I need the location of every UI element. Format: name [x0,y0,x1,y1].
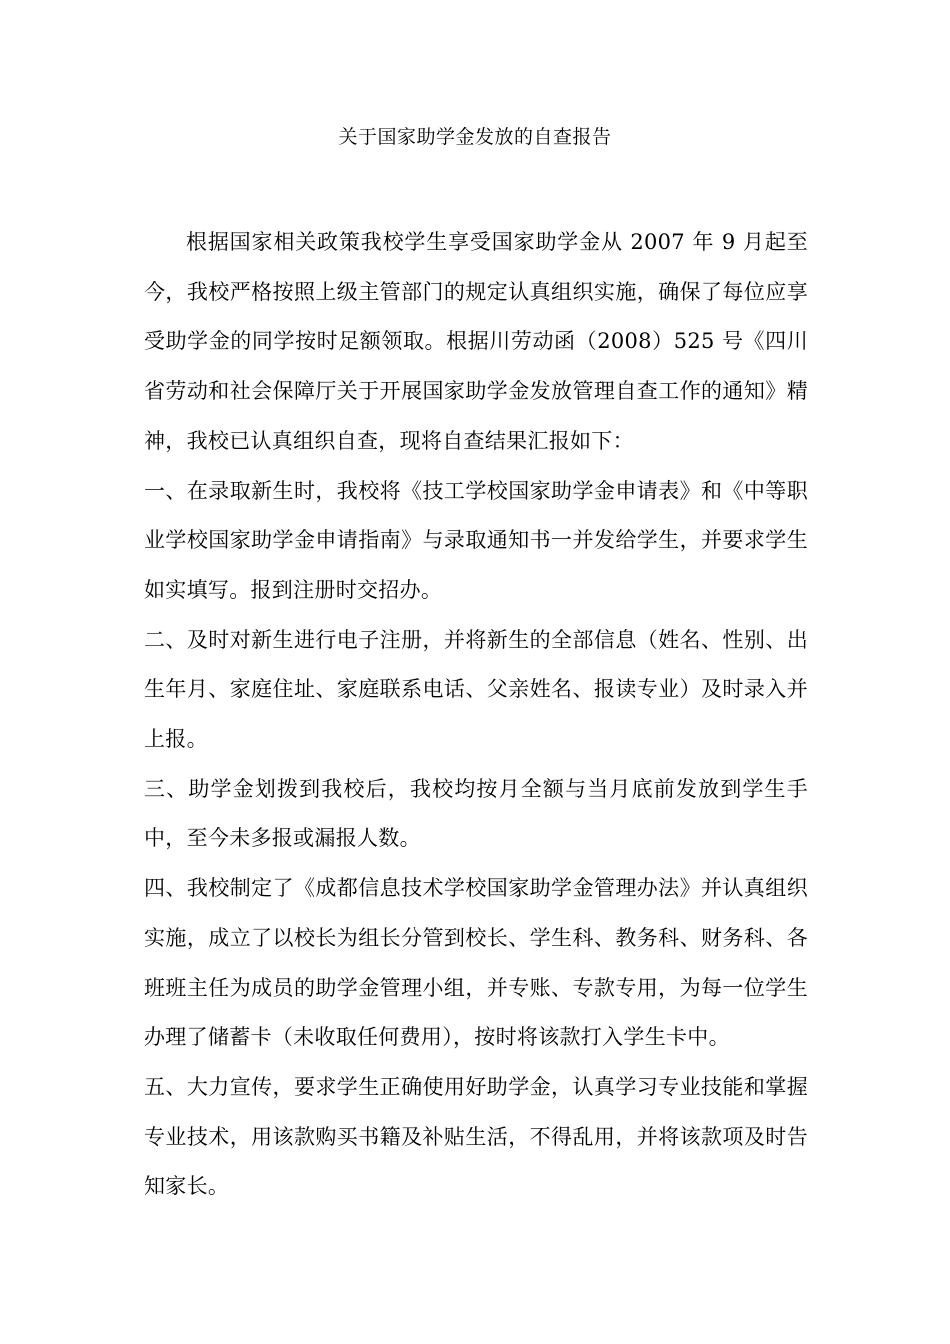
paragraph-item-4: 四、我校制定了《成都信息技术学校国家助学金管理办法》并认真组织实施，成立了以校长为组长分管到校长、学生科、教务科、财务科、各班班主任为成员的助学金管理小组，并专账、专款专用，为每一位学生办理了储蓄卡（未收取任何费用），按时将该款打入学生卡中。 [144,876,808,1050]
paragraph-intro: 根据国家相关政策我校学生享受国家助学金从 2007 年 9 月起至今，我校严格按照上级主管部门的规定认真组织实施，确保了每位应享受助学金的同学按时足额领取。根据川劳动函（2008）525 号《四川省劳动和社会保障厅关于开展国家助学金发放管理自查工作的通知》精神，我校已认真组织自查，现将自查结果汇报如下： [144,230,808,453]
document-body [144,218,808,1212]
paragraph-item-2: 二、及时对新生进行电子注册，并将新生的全部信息（姓名、性别、出生年月、家庭住址、家庭联系电话、父亲姓名、报读专业）及时录入并上报。 [144,627,808,752]
paragraph-item-5: 五、大力宣传，要求学生正确使用好助学金，认真学习专业技能和掌握专业技术，用该款购买书籍及补贴生活，不得乱用，并将该款项及时告知家长。 [144,1074,808,1199]
paragraph-item-3: 三、助学金划拨到我校后，我校均按月全额与当月底前发放到学生手中，至今未多报或漏报人数。 [144,776,808,851]
document-title: 关于国家助学金发放的自查报告 [338,126,612,148]
paragraph-item-1: 一、在录取新生时，我校将《技工学校国家助学金申请表》和《中等职业学校国家助学金申请指南》与录取通知书一并发给学生，并要求学生如实填写。报到注册时交招办。 [144,478,808,602]
